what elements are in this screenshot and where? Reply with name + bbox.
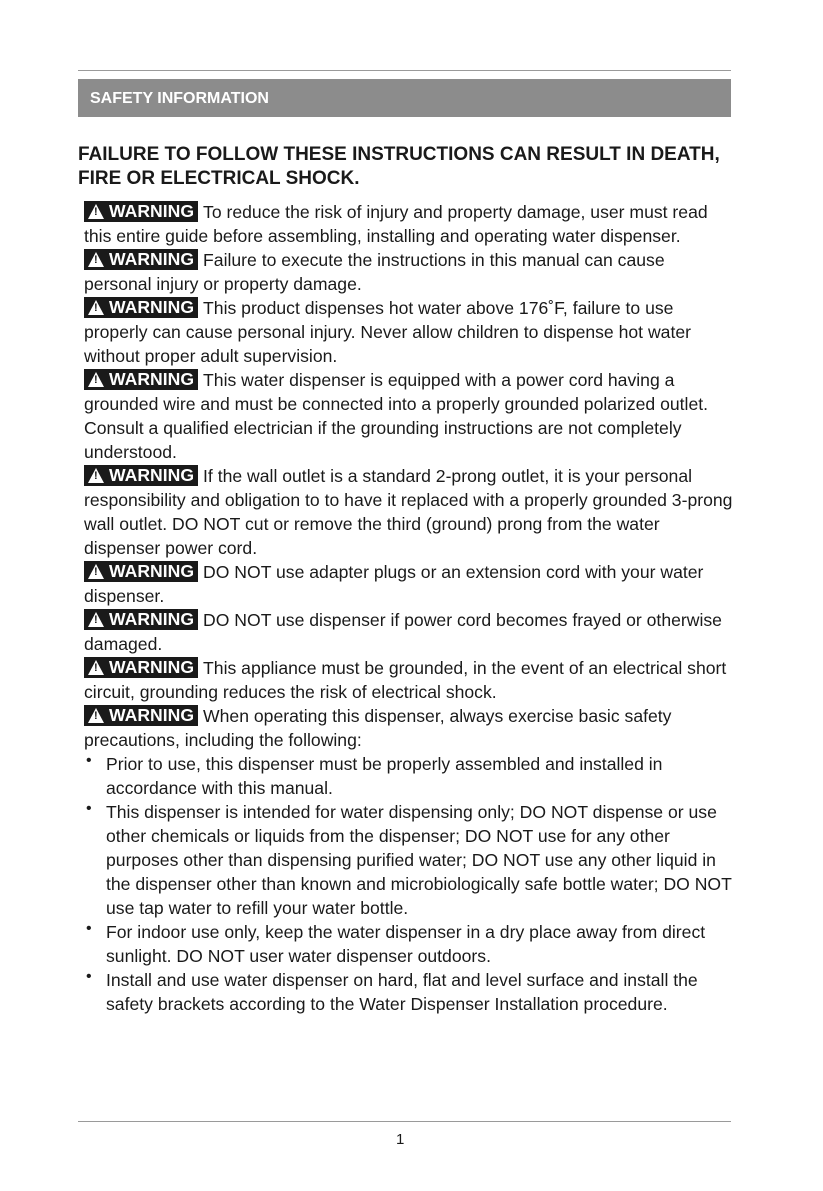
section-banner [78, 79, 731, 117]
warning-badge: !WARNING [84, 657, 198, 678]
list-item: • For indoor use only, keep the water dispenser in a dry place away from direct sunlight. DO NOT user water dispenser outdoors. [84, 920, 734, 968]
warning-item: !WARNING This product dispenses hot water above 176˚F, failure to use properly can cause personal injury. Never allow children to dispense hot water without proper adult supervision. [84, 296, 734, 368]
warning-triangle-icon [88, 564, 104, 579]
top-divider [78, 70, 731, 71]
warning-triangle-icon [88, 708, 104, 723]
warning-badge: !WARNING [84, 609, 198, 630]
list-item: • Prior to use, this dispenser must be properly assembled and installed in accordance with this manual. [84, 752, 734, 800]
warning-triangle-icon [88, 660, 104, 675]
bottom-divider [78, 1121, 731, 1122]
warning-badge: !WARNING [84, 297, 198, 318]
warning-badge: !WARNING [84, 201, 198, 222]
warning-badge: !WARNING [84, 465, 198, 486]
danger-headline: FAILURE TO FOLLOW THESE INSTRUCTIONS CAN RESULT IN DEATH, FIRE OR ELECTRICAL SHOCK. [78, 144, 720, 189]
warning-item: !WARNING This appliance must be grounded, in the event of an electrical short circuit, grounding reduces the risk of electrical shock. [84, 656, 734, 704]
precautions-list [84, 752, 734, 1016]
list-item: • Install and use water dispenser on hard, flat and level surface and install the safety brackets according to the Water Dispenser Installation procedure. [84, 968, 734, 1016]
warnings-content [84, 200, 734, 1016]
warning-item: !WARNING When operating this dispenser, always exercise basic safety precautions, including the following: [84, 704, 734, 752]
warning-triangle-icon [88, 204, 104, 219]
warning-item: !WARNING DO NOT use dispenser if power cord becomes frayed or otherwise damaged. [84, 608, 734, 656]
warning-item: !WARNING To reduce the risk of injury and property damage, user must read this entire guide before assembling, installing and operating water dispenser. [84, 200, 734, 248]
warning-badge: !WARNING [84, 561, 198, 582]
warning-item: !WARNING DO NOT use adapter plugs or an extension cord with your water dispenser. [84, 560, 734, 608]
warning-badge: !WARNING [84, 705, 198, 726]
list-item: • This dispenser is intended for water dispensing only; DO NOT dispense or use other chemicals or liquids from the dispenser; DO NOT use for any other purposes other than dispensing purified water; DO NOT use any other liquid in the dispenser other than known and microbiologically safe bottle water; DO NOT use tap water to refill your water bottle. [84, 800, 734, 920]
section-title: SAFETY INFORMATION [90, 90, 269, 107]
warning-item: !WARNING If the wall outlet is a standard 2-prong outlet, it is your personal responsibility and obligation to to have it replaced with a properly grounded 3-prong wall outlet. DO NOT cut or remove the third (ground) prong from the water dispenser power cord. [84, 464, 734, 560]
warning-triangle-icon [88, 252, 104, 267]
warning-item: !WARNING This water dispenser is equipped with a power cord having a grounded wire and must be connected into a properly grounded polarized outlet. Consult a qualified electrician if the grounding instructions are not completely understood. [84, 368, 734, 464]
warning-badge: !WARNING [84, 249, 198, 270]
page-number: 1 [396, 1131, 405, 1148]
warning-badge: !WARNING [84, 369, 198, 390]
warning-triangle-icon [88, 612, 104, 627]
warning-triangle-icon [88, 372, 104, 387]
warning-item: !WARNING Failure to execute the instructions in this manual can cause personal injury or property damage. [84, 248, 734, 296]
warning-triangle-icon [88, 300, 104, 315]
warning-triangle-icon [88, 468, 104, 483]
